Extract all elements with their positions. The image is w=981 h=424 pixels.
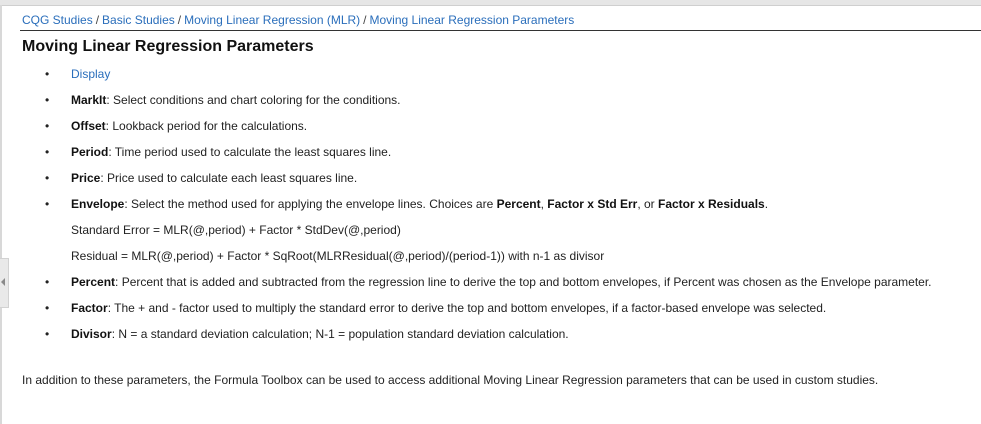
breadcrumb-separator: / [363,13,367,27]
breadcrumb-separator: / [95,13,100,27]
bullet-icon: • [45,275,50,289]
list-item-offset [0,118,960,135]
param-name-envelope: Envelope [71,197,125,211]
param-name-divisor: Divisor [71,327,112,341]
param-name-offset: Offset [71,119,106,133]
header-divider [20,30,981,31]
text-separator: , or [637,197,658,211]
param-desc-divisor: : N = a standard deviation calculation; N-1 = population standard deviation calculation. [111,327,569,341]
param-desc-price: : Price used to calculate each least squares line. [100,171,358,185]
envelope-choice-residuals: Factor x Residuals [658,197,765,211]
param-name-percent: Percent [71,275,116,289]
list-item-display [0,66,960,83]
page-title: Moving Linear Regression Parameters [22,38,314,55]
param-name-factor: Factor [71,301,108,315]
bullet-icon: • [45,93,50,107]
list-item-envelope [0,196,960,265]
param-desc-offset: : Lookback period for the calculations. [105,119,308,133]
list-item-price [0,170,960,187]
envelope-choice-percent: Percent [496,197,541,211]
breadcrumb-link-cqg-studies[interactable]: CQG Studies [22,13,93,27]
breadcrumb-link-mlr[interactable]: Moving Linear Regression (MLR) [184,13,361,27]
param-desc-envelope: : Select the method used for applying the envelope lines. Choices are [124,197,497,211]
param-name-price: Price [71,171,101,185]
bullet-icon: • [45,67,50,81]
text-separator: , [540,197,548,211]
display-link[interactable]: Display [71,67,111,81]
param-desc-percent: : Percent that is added and subtracted from the regression line to derive the top and bottom envelopes, if Percent was chosen as the Envelope parameter. [115,275,932,289]
closing-paragraph: In addition to these parameters, the Formula Toolbox can be used to access additional Moving Linear Regression parameters that can be used in custom studies. [22,373,879,387]
breadcrumb-link-mlr-parameters[interactable]: Moving Linear Regression Parameters [369,13,575,27]
param-name-period: Period [71,145,109,159]
list-item-markit [0,92,960,109]
breadcrumb [22,13,574,27]
parameter-list [0,62,960,343]
breadcrumb-link-basic-studies[interactable]: Basic Studies [102,13,175,27]
list-item-period [0,144,960,161]
bullet-icon: • [45,301,50,315]
bullet-icon: • [45,197,50,211]
text-period: . [764,197,769,211]
bullet-icon: • [45,119,50,133]
bullet-icon: • [45,327,50,341]
formula-residual: Residual = MLR(@,period) + Factor * SqRoot(MLRResidual(@,period)/(period-1)) with n-1 as divisor [71,249,605,263]
list-item-factor [0,300,960,317]
formula-standard-error: Standard Error = MLR(@,period) + Factor * StdDev(@,period) [71,223,401,237]
param-name-markit: MarkIt [71,93,107,107]
param-desc-markit: : Select conditions and chart coloring for the conditions. [106,93,401,107]
envelope-choice-std-err: Factor x Std Err [547,197,638,211]
bullet-icon: • [45,171,50,185]
param-desc-period: : Time period used to calculate the least squares line. [108,145,392,159]
bullet-icon: • [45,145,50,159]
window-top-bar [0,0,981,6]
param-desc-factor: : The + and - factor used to multiply the standard error to derive the top and bottom envelopes, if a factor-based envelope was selected. [107,301,827,315]
list-item-percent [0,274,960,291]
list-item-divisor [0,326,960,343]
breadcrumb-separator: / [177,13,182,27]
